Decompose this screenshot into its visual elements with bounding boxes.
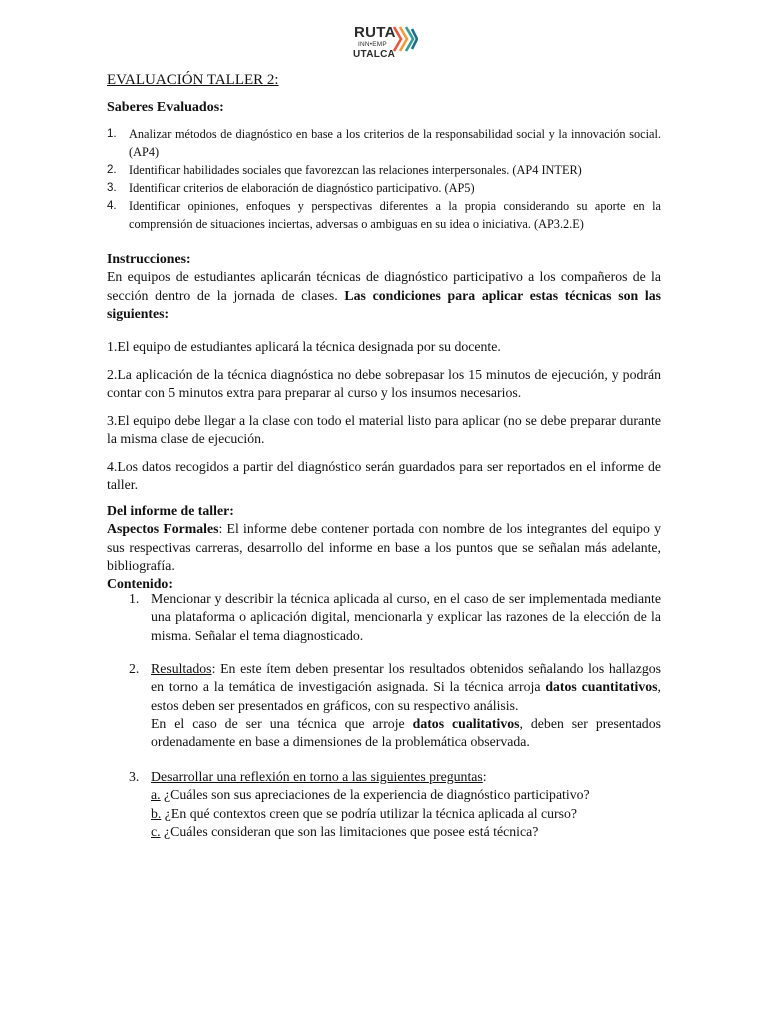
saberes-item-number: 1.: [107, 128, 117, 140]
logo-chevrons-icon: [392, 24, 418, 54]
condition-2: 2.La aplicación de la técnica diagnóstica no debe sobrepasar los 15 minutos de ejecución, y podrán contar con 5 minutos extra para preparar al curso y los insumos necesarios.: [107, 367, 661, 401]
saberes-item-number: 3.: [107, 182, 117, 194]
saberes-item: [107, 125, 661, 161]
saberes-item-text: Identificar opiniones, enfoques y perspectivas diferentes a la propia considerando su aporte en la comprensión de situaciones inciertas, adversas o ambiguas en su idea o iniciativa. (AP3.2.E): [129, 199, 661, 231]
logo-ruta-text: RUTA: [354, 24, 396, 41]
condition-4: 4.Los datos recogidos a partir del diagnóstico serán guardados para ser reportados en el informe de taller.: [107, 459, 661, 493]
question-c: [151, 823, 661, 841]
saberes-list: [107, 125, 661, 233]
saberes-item-number: 4.: [107, 200, 117, 212]
instrucciones-intro: [107, 268, 661, 323]
question-letter: a.: [151, 787, 161, 803]
reflexion-label: Desarrollar una reflexión en torno a las siguientes preguntas: [151, 769, 483, 784]
ruta-utalca-logo: [352, 22, 422, 62]
condition-3: 3.El equipo debe llegar a la clase con todo el material listo para aplicar (no se debe preparar durante la misma clase de ejecución.: [107, 413, 661, 447]
aspectos-formales-label: Aspectos Formales: [107, 521, 219, 537]
question-text: ¿En qué contextos creen que se podría utilizar la técnica aplicada al curso?: [161, 805, 577, 821]
saberes-item: [107, 197, 661, 233]
aspectos-formales-text: : El informe debe contener portada con nombre de los integrantes del equipo y sus respectivas carreras, desarrollo del informe en base a los puntos que se señalan más adelante, bibliografía.: [107, 521, 661, 573]
aspectos-formales: [107, 520, 661, 575]
resultados-text-d: , deben ser presentados ordenadamente en base a dimensiones de la problemática observada.: [151, 715, 661, 750]
resultados-text: [151, 660, 661, 751]
logo-utalca-text: UTALCA: [353, 49, 396, 60]
resultados-cualitativos: [151, 715, 661, 752]
saberes-item-text: Identificar criterios de elaboración de diagnóstico participativo. (AP5): [129, 181, 475, 195]
saberes-item-text: Identificar habilidades sociales que favorezcan las relaciones interpersonales. (AP4 INTER): [129, 163, 582, 177]
contenido-item-number: 2.: [129, 661, 140, 676]
contenido-item-number: 1.: [129, 591, 140, 606]
resultados-text-c: En el caso de ser una técnica que arroje: [151, 715, 413, 731]
datos-cualitativos: datos cualitativos: [412, 715, 520, 731]
datos-cuantitativos: datos cuantitativos: [545, 679, 658, 695]
question-a: [151, 786, 661, 804]
reflexion-colon: :: [482, 769, 487, 784]
saberes-heading: Saberes Evaluados:: [107, 100, 224, 115]
saberes-item-number: 2.: [107, 164, 117, 176]
reflexion-block: [151, 768, 661, 841]
informe-heading: Del informe de taller:: [107, 503, 234, 518]
reflexion-heading: [151, 768, 661, 786]
saberes-item: [107, 161, 661, 179]
resultados-text-b: , estos deben ser presentados en gráficos, con su respectivo análisis.: [151, 679, 661, 713]
resultados-text-a: : En este ítem deben presentar los resultados obtenidos señalando los hallazgos en torno a la temática de investigación asignada. Si la técnica arroja: [151, 661, 661, 695]
instrucciones-section: [107, 250, 661, 323]
informe-section: [107, 502, 661, 593]
question-text: ¿Cuáles consideran que son las limitaciones que posee está técnica?: [160, 823, 539, 839]
logo-inn-emp-text: INN•EMP: [358, 41, 387, 48]
instrucciones-intro-text: En equipos de estudiantes aplicarán técnicas de diagnóstico participativo a los compañeros de la sección dentro de la jornada de clases.: [107, 269, 661, 303]
contenido-item-number: 3.: [129, 769, 140, 784]
question-text: ¿Cuáles son sus apreciaciones de la experiencia de diagnóstico participativo?: [160, 787, 590, 803]
contenido-heading: Contenido:: [107, 576, 173, 592]
evaluation-title: EVALUACIÓN TALLER 2:: [107, 72, 279, 88]
resultados-label: Resultados: [151, 661, 212, 676]
question-letter: b.: [151, 805, 162, 821]
question-b: [151, 805, 661, 823]
saberes-item-text: Analizar métodos de diagnóstico en base a los criterios de la responsabilidad social y la innovación social. (AP4): [129, 127, 661, 159]
question-letter: c.: [151, 823, 161, 839]
instrucciones-heading: Instrucciones:: [107, 251, 191, 266]
instrucciones-intro-bold: Las condiciones para aplicar estas técnicas son las siguientes:: [107, 287, 662, 321]
condition-1: 1.El equipo de estudiantes aplicará la técnica designada por su docente.: [107, 339, 501, 354]
saberes-item: [107, 179, 661, 197]
contenido-item-text: Mencionar y describir la técnica aplicada al curso, en el caso de ser implementada mediante una plataforma o aplicación digital, mencionarla y explicar las razones de la elección de la misma. Señalar el tema diagnosticado.: [151, 591, 661, 643]
